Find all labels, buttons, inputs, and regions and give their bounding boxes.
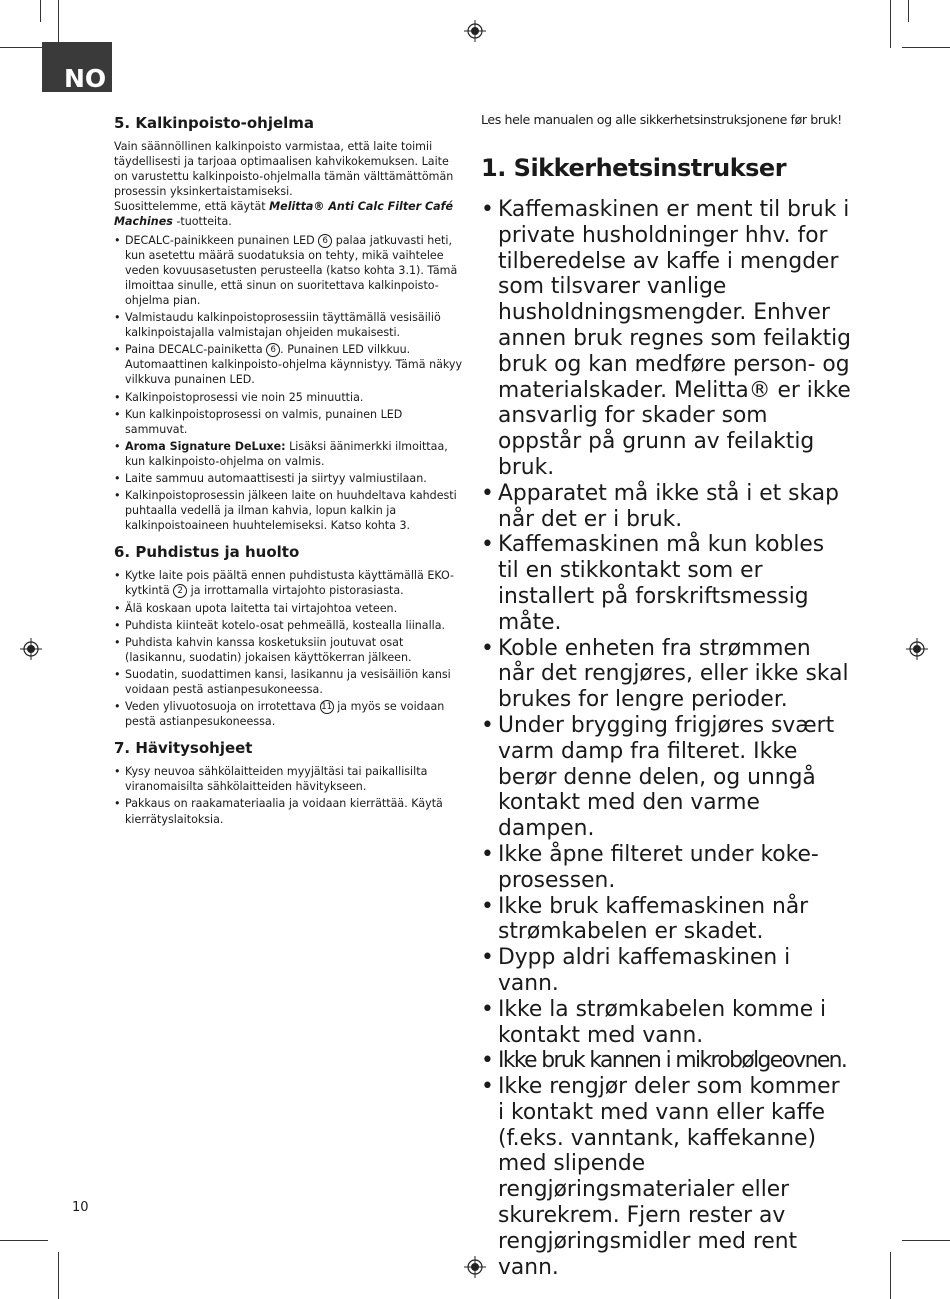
list-item: • Kalkinpoistoprosessin jälkeen laite on huuhdeltava kahdesti puhtaalla vedellä ja ilman kahvia, lopun kalkin ja kalkinpoistoaineen huuhtelemiseksi. Katso kohta 3. xyxy=(114,488,466,533)
safety-item: • Under brygging frigjøres svært varm damp fra filteret. Ikke berør denne delen, og unngå kontakt med den varme dampen. xyxy=(481,713,851,842)
number-6-icon: 6 xyxy=(318,234,332,248)
safety-item: • Apparatet må ikke stå i et skap når det er i bruk. xyxy=(481,481,851,533)
registration-mark-icon xyxy=(906,638,928,660)
language-code: NO xyxy=(64,64,107,93)
registration-mark-icon xyxy=(20,638,42,660)
language-tab xyxy=(42,42,112,92)
crop-mark xyxy=(58,1252,59,1299)
list-item: • Suodatin, suodattimen kansi, lasikannu ja vesisäiliön kansi voidaan pestä astianpesukoneessa. xyxy=(114,667,466,697)
left-column xyxy=(114,114,466,829)
list-item: • Älä koskaan upota laitetta tai virtajohtoa veteen. xyxy=(114,601,466,616)
list-item: • Paina DECALC-painiketta 6 . Punainen LED vilkkuu. Automaattinen kalkinpoisto-ohjelma käynnistyy. Tämä näkyy vilkkuva punainen LED. xyxy=(114,342,466,387)
section-5-intro: Vain säännöllinen kalkinpoisto varmistaa, että laite toimii täydellisesti ja tarjoaa optimaalisen kahvikokemuksen. Laite on varustettu kalkinpoisto-ohjelmalla tämän välttämättömän prosessin yksinkertaistamiseksi. xyxy=(114,140,454,199)
safety-item: • Kaffemaskinen må kun kobles til en stikkontakt som er installert på forskriftsmessig måte. xyxy=(481,532,851,635)
list-item: • Valmistaudu kalkinpoistoprosessiin täyttämällä vesisäiliö kalkinpoistajalla valmistajan ohjeiden mukaisesti. xyxy=(114,310,466,340)
list-item: • Veden ylivuotosuoja on irrotettava 11 ja myös se voidaan pestä astianpesukoneessa. xyxy=(114,699,466,729)
right-column xyxy=(481,112,851,1280)
list-item: • Puhdista kiinteät kotelo-osat pehmeällä, kostealla liinalla. xyxy=(114,618,466,633)
number-2-icon: 2 xyxy=(173,584,187,598)
crop-mark xyxy=(58,0,59,48)
safety-item: • Kaffemaskinen er ment til bruk i private husholdninger hhv. for tilberedelse av kaffe i mengder som tilsvarer vanlige husholdningsmengder. Enhver annen bruk regnes som feilaktig bruk og kan medføre person- og materialskader. Melitta® er ikke ansvarlig for skader som oppstår på grunn av feilaktig bruk. xyxy=(481,197,851,481)
section-7-heading: 7. Hävitysohjeet xyxy=(114,739,253,758)
list-item: • Kalkinpoistoprosessi vie noin 25 minuuttia. xyxy=(114,390,466,405)
recommendation-prefix: Suosittelemme, että käytät xyxy=(114,200,270,214)
section-6-list xyxy=(114,568,466,729)
crop-mark xyxy=(902,1240,950,1241)
number-11-icon: 11 xyxy=(321,702,333,713)
list-item: • DECALC-painikkeen punainen LED 6 palaa jatkuvasti heti, kun asetettu määrä suodatuksia on tehty, mikä vaihtelee veden kovuusasetusten perusteella (katso kohta 3.1). Tämä ilmoittaa sinulle, että sinun on suoritettava kalkinpoisto-ohjelma pian. xyxy=(114,233,466,308)
crop-mark xyxy=(890,0,891,48)
list-item: • Kysy neuvoa sähkölaitteiden myyjältäsi tai paikallisilta viranomaisilta sähkölaitteiden hävitykseen. xyxy=(114,764,466,794)
crop-mark xyxy=(0,1240,48,1241)
list-item: • Laite sammuu automaattisesti ja siirtyy valmiustilaan. xyxy=(114,471,466,486)
crop-mark xyxy=(40,0,41,22)
crop-mark xyxy=(890,1252,891,1299)
list-item: • Kytke laite pois päältä ennen puhdistusta käyttämällä EKO-kytkintä 2 ja irrottamalla virtajohto pistorasiasta. xyxy=(114,568,466,598)
registration-mark-icon xyxy=(464,20,486,42)
safety-item: • Koble enheten fra strømmen når det rengjøres, eller ikke skal brukes for lengre perioder. xyxy=(481,636,851,713)
section-5-recommendation xyxy=(114,199,466,229)
safety-heading: 1. Sikkerhetsinstrukser xyxy=(481,154,787,182)
safety-item: • Ikke la strømkabelen komme i kontakt med vann. xyxy=(481,997,851,1049)
section-6-heading: 6. Puhdistus ja huolto xyxy=(114,543,300,562)
crop-mark xyxy=(902,47,950,48)
safety-item: • Ikke bruk kannen i mikrobølgeovnen. xyxy=(481,1048,851,1074)
recommendation-suffix: -tuotteita. xyxy=(172,215,232,229)
section-7-list xyxy=(114,764,466,826)
safety-item: • Dypp aldri kaffemaskinen i vann. xyxy=(481,945,851,997)
section-5-list xyxy=(114,233,466,534)
list-item: • Pakkaus on raakamateriaalia ja voidaan kierrättää. Käytä kierrätyslaitoksia. xyxy=(114,796,466,826)
safety-list xyxy=(481,197,851,1280)
list-item: • Aroma Signature DeLuxe: Lisäksi äänimerkki ilmoittaa, kun kalkinpoisto-ohjelma on valmis. xyxy=(114,439,466,469)
list-item: • Puhdista kahvin kanssa kosketuksiin joutuvat osat (lasikannu, suodatin) jokaisen käyttökerran jälkeen. xyxy=(114,635,466,665)
safety-item: • Ikke bruk kaffemaskinen når strømkabelen er skadet. xyxy=(481,894,851,946)
list-item: • Kun kalkinpoistoprosessi on valmis, punainen LED sammuvat. xyxy=(114,407,466,437)
section-5-heading: 5. Kalkinpoisto-ohjelma xyxy=(114,114,315,132)
read-manual-notice: Les hele manualen og alle sikkerhetsinstruksjonene før bruk! xyxy=(481,112,842,127)
safety-item: • Ikke åpne filteret under koke-prosessen. xyxy=(481,842,851,894)
product-name: Melitta® Anti Calc Filter Café Machines xyxy=(114,200,453,229)
safety-item: • Ikke rengjør deler som kommer i kontakt med vann eller kaffe (f.eks. vanntank, kaffekanne) med slipende rengjøringsmaterialer eller skurekrem. Fjern rester av rengjøringsmidler med rent vann. xyxy=(481,1074,851,1280)
crop-mark xyxy=(0,47,48,48)
crop-mark xyxy=(908,0,909,22)
page-number: 10 xyxy=(72,1200,89,1215)
number-6-icon: 6 xyxy=(266,343,280,357)
